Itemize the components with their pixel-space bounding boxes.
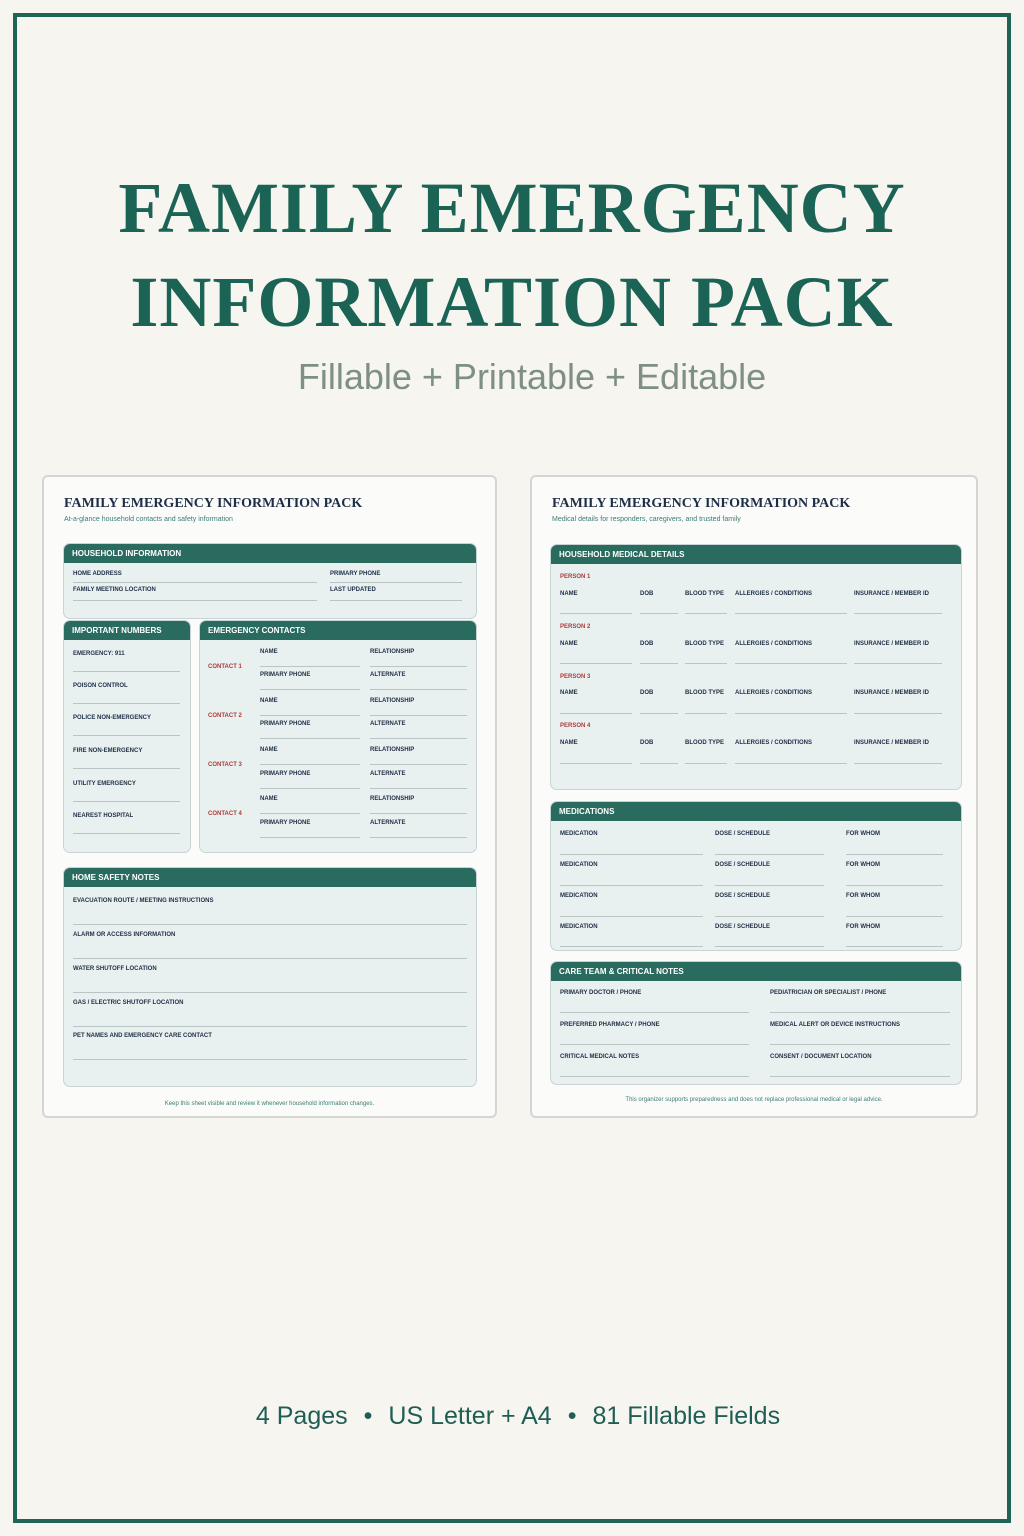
cover-title-line2: INFORMATION PACK [130, 262, 894, 342]
for-whom-label: FOR WHOM [846, 924, 880, 930]
contact-phone-label: PRIMARY PHONE [260, 672, 311, 678]
for-whom-field[interactable] [846, 916, 943, 917]
medication-label: MEDICATION [560, 831, 598, 837]
care-left-field[interactable] [560, 1076, 749, 1077]
care-left-label: CRITICAL MEDICAL NOTES [560, 1054, 640, 1060]
for-whom-label: FOR WHOM [846, 831, 880, 837]
dose-label: DOSE / SCHEDULE [715, 924, 771, 930]
meeting-location-label: FAMILY MEETING LOCATION [73, 587, 156, 593]
important-number-label: POLICE NON-EMERGENCY [73, 715, 152, 721]
contact-phone-label: PRIMARY PHONE [260, 771, 311, 777]
medical-insurance-label: INSURANCE / MEMBER ID [854, 641, 930, 647]
medical-insurance-label: INSURANCE / MEMBER ID [854, 740, 930, 746]
person-2-label: PERSON 2 [560, 624, 591, 630]
contact-relationship-field[interactable] [370, 764, 467, 765]
dose-field[interactable] [715, 916, 824, 917]
contact-phone-field[interactable] [260, 738, 360, 739]
safety-note-label: WATER SHUTOFF LOCATION [73, 966, 157, 972]
medical-allergies-label: ALLERGIES / CONDITIONS [735, 690, 813, 696]
medical-name-label: NAME [560, 740, 578, 746]
home-safety-panel [63, 867, 477, 1087]
care-left-label: PREFERRED PHARMACY / PHONE [560, 1022, 660, 1028]
safety-note-label: GAS / ELECTRIC SHUTOFF LOCATION [73, 1000, 184, 1006]
for-whom-field[interactable] [846, 946, 943, 947]
medical-name-label: NAME [560, 690, 578, 696]
footer-separator: • [567, 1402, 577, 1430]
safety-note-field[interactable] [73, 924, 467, 925]
contact-2-label: CONTACT 2 [208, 713, 242, 719]
contact-1-label: CONTACT 1 [208, 664, 242, 670]
footer-separator: • [363, 1402, 373, 1430]
medical-allergies-label: ALLERGIES / CONDITIONS [735, 740, 813, 746]
contact-name-field[interactable] [260, 764, 360, 765]
for-whom-label: FOR WHOM [846, 862, 880, 868]
contact-phone-label: PRIMARY PHONE [260, 721, 311, 727]
contact-alternate-label: ALTERNATE [370, 771, 406, 777]
important-number-field[interactable] [73, 735, 180, 736]
page1-footnote: Keep this sheet visible and review it whenever household information changes. [164, 1101, 375, 1107]
care-right-label: MEDICAL ALERT OR DEVICE INSTRUCTIONS [770, 1022, 901, 1028]
medications-panel [550, 801, 962, 951]
contact-alternate-field[interactable] [370, 788, 467, 789]
home-address-field[interactable] [73, 582, 317, 583]
emergency-contacts-panel [199, 620, 477, 853]
medication-field[interactable] [560, 916, 703, 917]
page2-title: FAMILY EMERGENCY INFORMATION PACK [552, 496, 851, 511]
care-team-header: CARE TEAM & CRITICAL NOTES [551, 962, 961, 981]
contact-4-label: CONTACT 4 [208, 811, 242, 817]
important-number-field[interactable] [73, 801, 180, 802]
last-updated-label: LAST UPDATED [330, 587, 376, 593]
medical-details-header: HOUSEHOLD MEDICAL DETAILS [551, 545, 961, 564]
medical-allergies-label: ALLERGIES / CONDITIONS [735, 641, 813, 647]
medications-header: MEDICATIONS [551, 802, 961, 821]
contact-relationship-label: RELATIONSHIP [370, 796, 415, 802]
medical-name-label: NAME [560, 591, 578, 597]
medical-blood-label: BLOOD TYPE [685, 591, 725, 597]
important-number-label: UTILITY EMERGENCY [73, 781, 136, 787]
safety-note-label: ALARM OR ACCESS INFORMATION [73, 932, 176, 938]
safety-note-field[interactable] [73, 1026, 467, 1027]
contact-name-label: NAME [260, 796, 278, 802]
medical-dob-field[interactable] [640, 663, 678, 664]
cover-title-line1: FAMILY EMERGENCY [118, 168, 906, 248]
medical-allergies-field[interactable] [735, 713, 847, 714]
contact-phone-field[interactable] [260, 837, 360, 838]
contact-alternate-label: ALTERNATE [370, 721, 406, 727]
contact-relationship-label: RELATIONSHIP [370, 649, 415, 655]
contact-name-label: NAME [260, 698, 278, 704]
contact-alternate-field[interactable] [370, 689, 467, 690]
person-1-label: PERSON 1 [560, 574, 591, 580]
medical-insurance-field[interactable] [854, 663, 942, 664]
page2-footnote: This organizer supports preparedness and does not replace professional medical or legal advice. [625, 1097, 883, 1103]
safety-note-field[interactable] [73, 1059, 467, 1060]
page1-preview [42, 475, 497, 1118]
important-number-label: EMERGENCY: 911 [73, 651, 125, 657]
medical-name-label: NAME [560, 641, 578, 647]
emergency-contacts-header: EMERGENCY CONTACTS [200, 621, 476, 640]
person-3-label: PERSON 3 [560, 674, 591, 680]
last-updated-field[interactable] [330, 600, 462, 601]
contact-relationship-field[interactable] [370, 715, 467, 716]
important-numbers-panel [63, 620, 191, 853]
medical-name-field[interactable] [560, 613, 632, 614]
medical-insurance-field[interactable] [854, 763, 942, 764]
safety-note-field[interactable] [73, 958, 467, 959]
primary-phone-label: PRIMARY PHONE [330, 571, 381, 577]
for-whom-field[interactable] [846, 885, 943, 886]
contact-alternate-label: ALTERNATE [370, 820, 406, 826]
contact-name-label: NAME [260, 649, 278, 655]
footer-fields: 81 Fillable Fields [592, 1402, 781, 1430]
contact-relationship-label: RELATIONSHIP [370, 747, 415, 753]
care-left-label: PRIMARY DOCTOR / PHONE [560, 990, 642, 996]
medication-label: MEDICATION [560, 862, 598, 868]
home-safety-header: HOME SAFETY NOTES [64, 868, 476, 887]
home-address-label: HOME ADDRESS [73, 571, 122, 577]
page1-title: FAMILY EMERGENCY INFORMATION PACK [64, 496, 363, 511]
important-number-field[interactable] [73, 703, 180, 704]
care-right-field[interactable] [770, 1012, 950, 1013]
cover-subtitle: Fillable + Printable + Editable [297, 356, 767, 397]
for-whom-label: FOR WHOM [846, 893, 880, 899]
medical-dob-label: DOB [640, 740, 654, 746]
medication-field[interactable] [560, 854, 703, 855]
medical-insurance-label: INSURANCE / MEMBER ID [854, 690, 930, 696]
safety-note-field[interactable] [73, 992, 467, 993]
dose-field[interactable] [715, 885, 824, 886]
medical-blood-field[interactable] [685, 763, 727, 764]
medical-blood-label: BLOOD TYPE [685, 641, 725, 647]
contact-phone-label: PRIMARY PHONE [260, 820, 311, 826]
medical-name-field[interactable] [560, 713, 632, 714]
medical-insurance-field[interactable] [854, 613, 942, 614]
contact-name-field[interactable] [260, 666, 360, 667]
medical-name-field[interactable] [560, 763, 632, 764]
footer-pages: 4 Pages [255, 1402, 348, 1430]
medical-name-field[interactable] [560, 663, 632, 664]
care-right-field[interactable] [770, 1044, 950, 1045]
medical-allergies-field[interactable] [735, 663, 847, 664]
contact-relationship-field[interactable] [370, 666, 467, 667]
medical-insurance-field[interactable] [854, 713, 942, 714]
medical-blood-field[interactable] [685, 613, 727, 614]
dose-field[interactable] [715, 854, 824, 855]
medical-insurance-label: INSURANCE / MEMBER ID [854, 591, 930, 597]
meeting-location-field[interactable] [73, 600, 317, 601]
medical-details-panel [550, 544, 962, 790]
contact-alternate-field[interactable] [370, 837, 467, 838]
care-right-label: PEDIATRICIAN OR SPECIALIST / PHONE [770, 990, 887, 996]
safety-note-label: PET NAMES AND EMERGENCY CARE CONTACT [73, 1033, 212, 1039]
medication-label: MEDICATION [560, 924, 598, 930]
medication-field[interactable] [560, 885, 703, 886]
medication-label: MEDICATION [560, 893, 598, 899]
medical-allergies-label: ALLERGIES / CONDITIONS [735, 591, 813, 597]
household-info-header: HOUSEHOLD INFORMATION [64, 544, 476, 563]
safety-note-label: EVACUATION ROUTE / MEETING INSTRUCTIONS [73, 898, 214, 904]
medical-dob-field[interactable] [640, 613, 678, 614]
contact-phone-field[interactable] [260, 689, 360, 690]
contact-3-label: CONTACT 3 [208, 762, 242, 768]
important-number-label: NEAREST HOSPITAL [73, 813, 134, 819]
footer-sizes: US Letter + A4 [388, 1402, 552, 1430]
medical-blood-field[interactable] [685, 663, 727, 664]
important-number-field[interactable] [73, 671, 180, 672]
care-right-label: CONSENT / DOCUMENT LOCATION [770, 1054, 872, 1060]
contact-name-field[interactable] [260, 715, 360, 716]
important-number-label: FIRE NON-EMERGENCY [73, 748, 143, 754]
important-number-field[interactable] [73, 768, 180, 769]
important-number-label: POISON CONTROL [73, 683, 128, 689]
contact-phone-field[interactable] [260, 788, 360, 789]
medical-blood-label: BLOOD TYPE [685, 690, 725, 696]
contact-name-label: NAME [260, 747, 278, 753]
page1-subtitle: At-a-glance household contacts and safety information [64, 516, 233, 523]
dose-label: DOSE / SCHEDULE [715, 831, 771, 837]
contact-alternate-label: ALTERNATE [370, 672, 406, 678]
for-whom-field[interactable] [846, 854, 943, 855]
dose-field[interactable] [715, 946, 824, 947]
cover-footer [0, 1402, 1024, 1431]
household-info-panel [63, 543, 477, 619]
contact-name-field[interactable] [260, 813, 360, 814]
page2-preview [530, 475, 978, 1118]
dose-label: DOSE / SCHEDULE [715, 893, 771, 899]
primary-phone-field[interactable] [330, 582, 462, 583]
page2-subtitle: Medical details for responders, caregivers, and trusted family [552, 516, 741, 523]
important-numbers-header: IMPORTANT NUMBERS [64, 621, 190, 640]
contact-alternate-field[interactable] [370, 738, 467, 739]
contact-relationship-field[interactable] [370, 813, 467, 814]
medical-blood-label: BLOOD TYPE [685, 740, 725, 746]
medical-dob-field[interactable] [640, 713, 678, 714]
medical-allergies-field[interactable] [735, 763, 847, 764]
care-left-field[interactable] [560, 1012, 749, 1013]
person-4-label: PERSON 4 [560, 723, 591, 729]
medical-dob-label: DOB [640, 690, 654, 696]
medical-dob-field[interactable] [640, 763, 678, 764]
medical-blood-field[interactable] [685, 713, 727, 714]
medical-dob-label: DOB [640, 641, 654, 647]
medical-allergies-field[interactable] [735, 613, 847, 614]
care-right-field[interactable] [770, 1076, 950, 1077]
care-team-panel [550, 961, 962, 1085]
dose-label: DOSE / SCHEDULE [715, 862, 771, 868]
important-number-field[interactable] [73, 833, 180, 834]
contact-relationship-label: RELATIONSHIP [370, 698, 415, 704]
care-left-field[interactable] [560, 1044, 749, 1045]
medication-field[interactable] [560, 946, 703, 947]
medical-dob-label: DOB [640, 591, 654, 597]
